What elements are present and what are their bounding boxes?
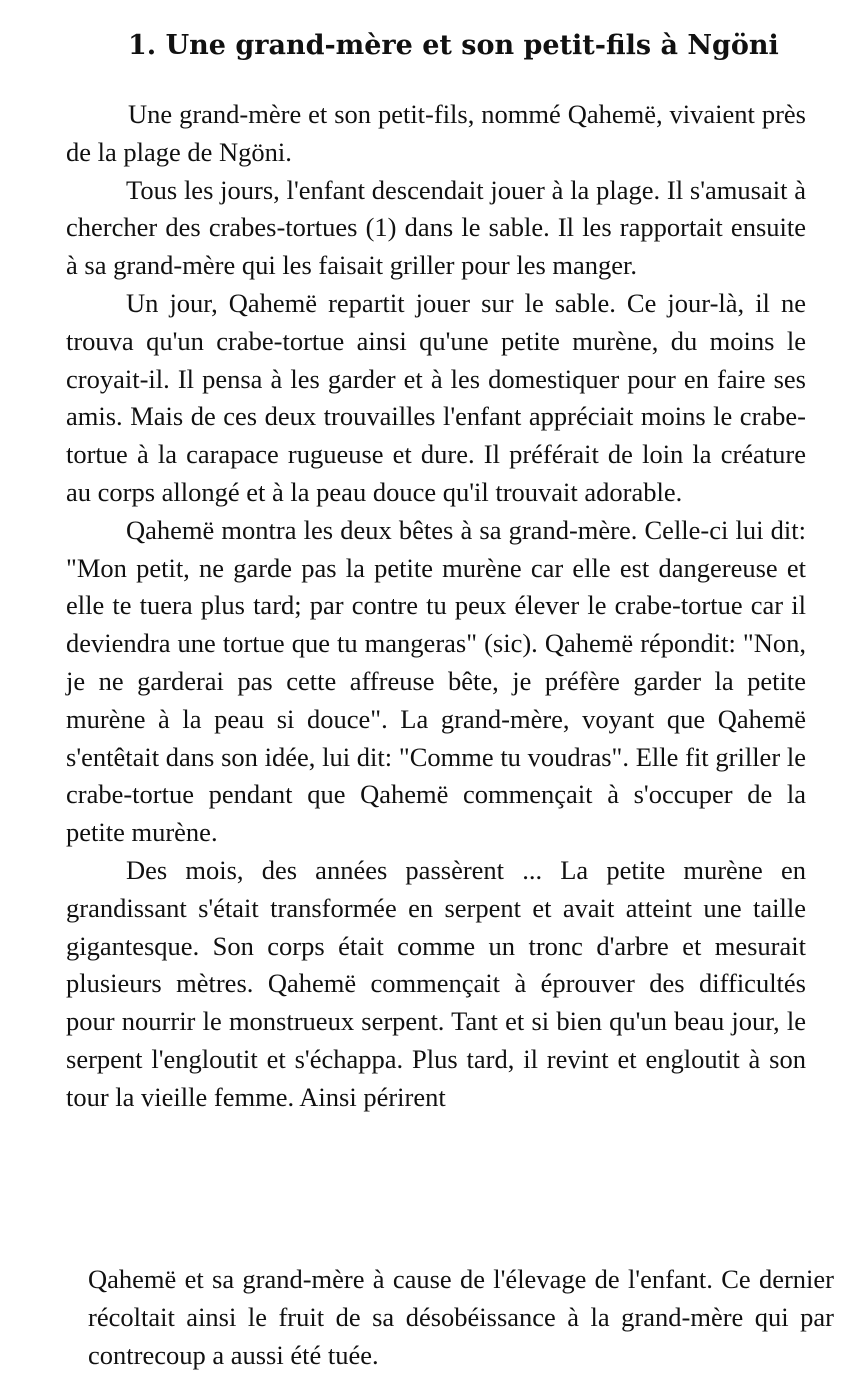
paragraph-5: Des mois, des années passèrent ... La petite murène en grandissant s'était transformée en serpent et avait atteint une taille gigantesque. Son corps était comme un tronc d'arbre et mesurait plusieurs mètres. Qahemë commençait à éprouver des difficultés pour nourrir le monstrueux serpent. Tant et si bien qu'un beau jour, le serpent l'engloutit et s'échappa. Plus tard, il revint et engloutit à son tour la vieille femme. Ainsi périrent <box>66 854 806 1112</box>
paragraph-2: Tous les jours, l'enfant descendait jouer à la plage. Il s'amusait à chercher des crabes-tortues (1) dans le sable. Il les rapportait ensuite à sa grand-mère qui les faisait griller pour les manger. <box>66 174 806 281</box>
story-title: 1. Une grand-mère et son petit-fils à Ngöni <box>128 30 779 61</box>
paragraph-continuation: Qahemë et sa grand-mère à cause de l'élevage de l'enfant. Ce dernier récoltait ainsi le fruit de sa désobéissance à la grand-mère qui par contrecoup a aussi été tuée. <box>88 1264 834 1370</box>
paragraph-3: Un jour, Qahemë repartit jouer sur le sable. Ce jour-là, il ne trouva qu'un crabe-tortue ainsi qu'une petite murène, du moins le croyait-il. Il pensa à les garder et à les domestiquer pour en faire ses amis. Mais de ces deux trouvailles l'enfant appréciait moins le crabe-tortue à la carapace rugueuse et dure. Il préférait de loin la créature au corps allongé et à la peau douce qu'il trouvait adorable. <box>66 287 806 507</box>
story-body <box>66 96 806 1117</box>
paragraph-4: Qahemë montra les deux bêtes à sa grand-mère. Celle-ci lui dit: "Mon petit, ne garde pas la petite murène car elle est dangereuse et elle te tuera plus tard; par contre tu peux élever le crabe-tortue car il deviendra une tortue que tu mangeras" (sic). Qahemë répondit: "Non, je ne garderai pas cette affreuse bête, je préfère garder la petite murène à la peau si douce". La grand-mère, voyant que Qahemë s'entêtait dans son idée, lui dit: "Comme tu voudras". Elle fit griller le crabe-tortue pendant que Qahemë commençait à s'occuper de la petite murène. <box>66 514 806 848</box>
paragraph-1: Une grand-mère et son petit-fils, nommé Qahemë, vivaient près de la plage de Ngöni. <box>66 99 806 167</box>
